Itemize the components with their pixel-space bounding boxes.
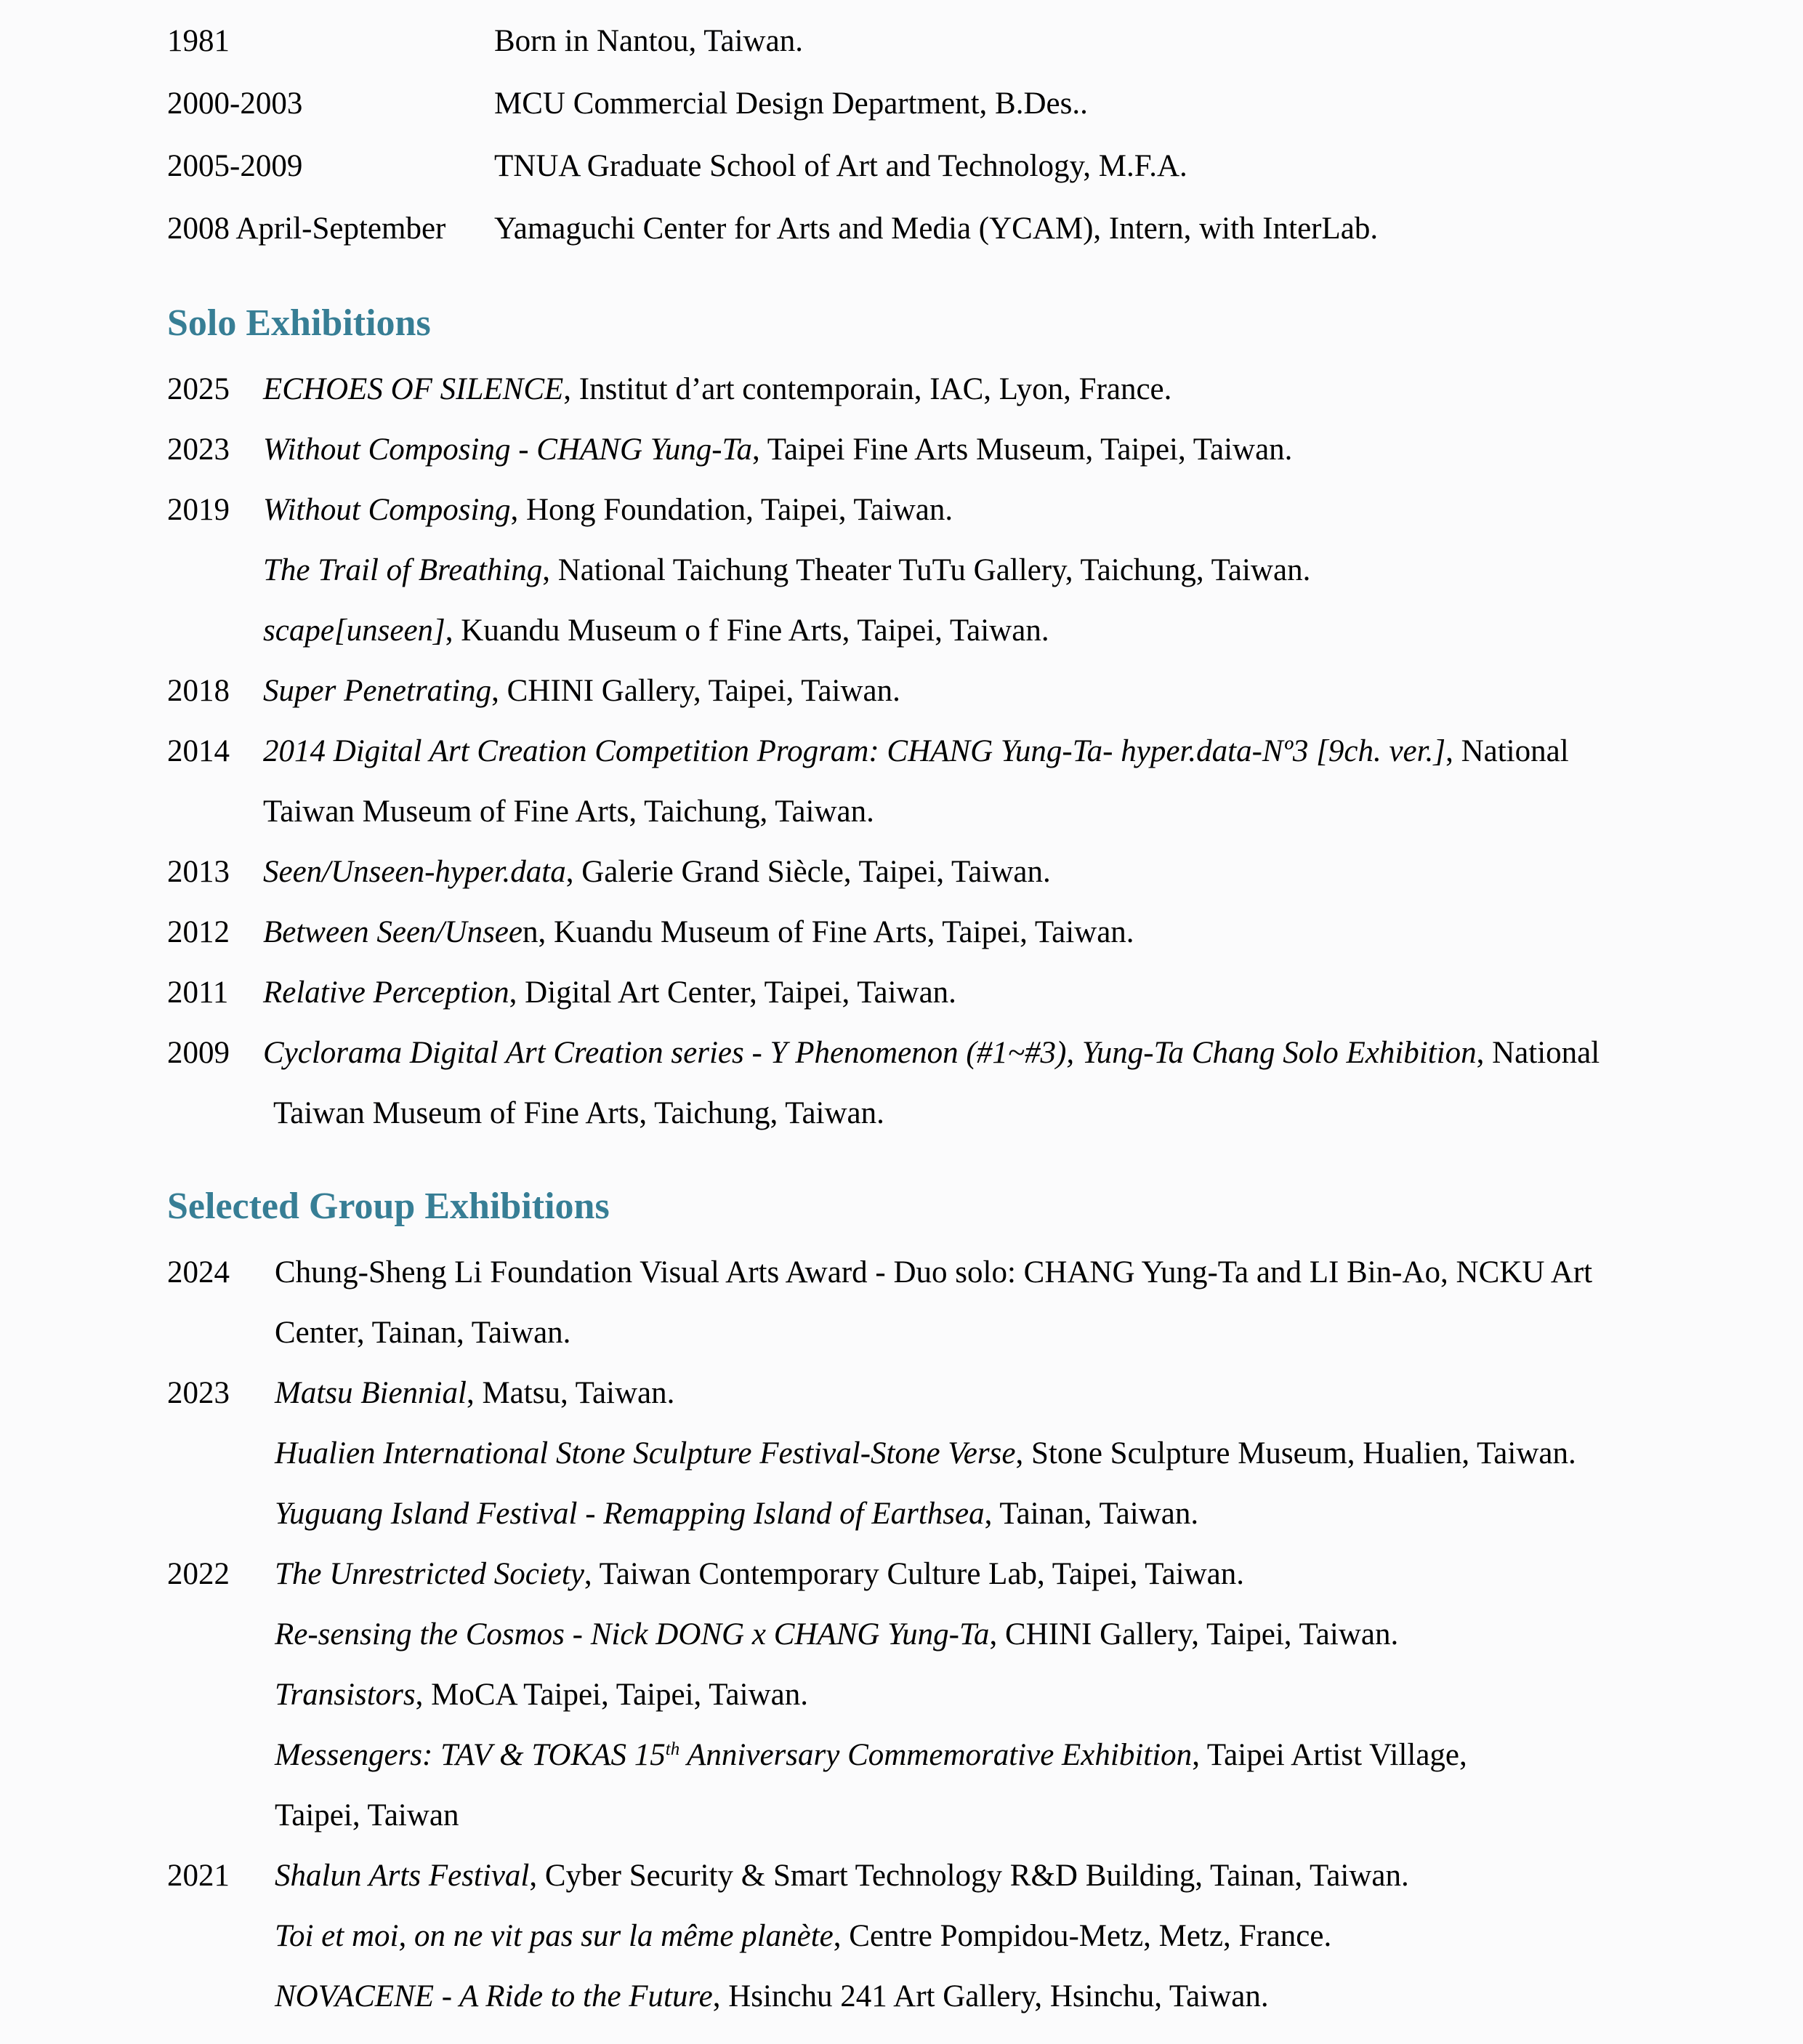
entry-segment: , Cyber Security & Smart Technology R&D Building, Tainan, Taiwan. xyxy=(529,1859,1409,1893)
exhibition-row xyxy=(167,721,1658,781)
exhibition-row xyxy=(167,1363,1658,1423)
exhibition-row xyxy=(167,1423,1658,1484)
entry-segment: Messengers: TAV & TOKAS 15 xyxy=(275,1738,666,1772)
entry-segment: , Hsinchu 241 Art Gallery, Hsinchu, Taiwan. xyxy=(712,1979,1269,2013)
year-label xyxy=(167,1083,263,1143)
entry-text xyxy=(263,781,1658,842)
year-label: 2013 xyxy=(167,855,230,889)
exhibition-row xyxy=(167,781,1658,842)
entry-segment: , Hong Foundation, Taipei, Taiwan. xyxy=(510,493,953,527)
entry-segment: , Taipei Fine Arts Museum, Taipei, Taiwan. xyxy=(752,432,1293,467)
entry-text xyxy=(275,1725,1658,1785)
bio-detail: Born in Nantou, Taiwan. xyxy=(494,24,803,58)
exhibition-row xyxy=(167,1604,1658,1665)
year-label: 2012 xyxy=(167,915,230,949)
exhibition-row xyxy=(167,1083,1658,1143)
exhibition-row xyxy=(167,540,1658,600)
entry-segment: Yuguang Island Festival - Remapping Island of Earthsea xyxy=(275,1497,985,1531)
entry-text xyxy=(275,1242,1658,1303)
entry-text xyxy=(263,1023,1658,1083)
entry-segment: Taipei, Taiwan xyxy=(275,1798,459,1832)
entry-text xyxy=(275,1846,1658,1906)
exhibition-row xyxy=(167,1785,1658,1846)
exhibition-row xyxy=(167,1544,1658,1604)
bio-period: 1981 xyxy=(167,24,230,58)
entry-segment: , National xyxy=(1476,1036,1600,1070)
exhibition-row xyxy=(167,1303,1658,1363)
entry-segment: Seen/Unseen-hyper.data xyxy=(263,855,566,889)
entry-segment: Anniversary Commemorative Exhibition xyxy=(679,1738,1193,1772)
entry-segment: , CHINI Gallery, Taipei, Taiwan. xyxy=(491,674,900,708)
exhibition-row xyxy=(167,480,1658,540)
exhibition-row xyxy=(167,661,1658,721)
entry-segment: Without Composing xyxy=(263,493,511,527)
entry-segment: , Taiwan Contemporary Culture Lab, Taipei, Taiwan. xyxy=(584,1557,1244,1591)
entry-text xyxy=(263,540,1658,600)
entry-segment: , Kuandu Museum o f Fine Arts, Taipei, Taiwan. xyxy=(445,613,1049,648)
entry-segment: Transistors xyxy=(275,1678,416,1712)
entry-text xyxy=(275,1423,1658,1484)
exhibition-row xyxy=(167,1906,1658,1966)
entry-text xyxy=(275,1544,1658,1604)
entry-segment: , Stone Sculpture Museum, Hualien, Taiwan. xyxy=(1015,1436,1576,1470)
section-heading: Solo Exhibitions xyxy=(167,302,431,344)
entry-segment: Taiwan Museum of Fine Arts, Taichung, Taiwan. xyxy=(263,794,874,829)
entry-segment: , National Taichung Theater TuTu Gallery, Taichung, Taiwan. xyxy=(542,553,1311,587)
bio-row xyxy=(167,198,1658,260)
exhibition-sections xyxy=(167,292,1658,2027)
entry-segment: scape[unseen] xyxy=(263,613,445,648)
entry-segment: , National xyxy=(1445,734,1569,768)
exhibition-section xyxy=(167,292,1658,1143)
entry-text xyxy=(263,600,1658,661)
entry-segment: Center, Tainan, Taiwan. xyxy=(275,1316,571,1350)
entry-text xyxy=(263,480,1658,540)
bio-detail: TNUA Graduate School of Art and Technology, M.F.A. xyxy=(494,149,1187,183)
exhibition-section xyxy=(167,1175,1658,2027)
entry-segment: , CHINI Gallery, Taipei, Taiwan. xyxy=(989,1617,1399,1651)
year-label xyxy=(167,540,263,600)
entry-segment: , Centre Pompidou-Metz, Metz, France. xyxy=(833,1919,1332,1953)
entry-segment: Between Seen/Unsee xyxy=(263,915,523,949)
year-label: 2025 xyxy=(167,372,230,406)
bio-period: 2000-2003 xyxy=(167,86,303,121)
exhibition-row xyxy=(167,1846,1658,1906)
entry-segment: Hualien International Stone Sculpture Festival-Stone Verse xyxy=(275,1436,1016,1470)
entry-segment: The Trail of Breathing xyxy=(263,553,543,587)
entry-segment: , Matsu, Taiwan. xyxy=(466,1376,675,1410)
entry-segment: Matsu Biennial xyxy=(275,1376,467,1410)
entry-segment: Without Composing - CHANG Yung-Ta xyxy=(263,432,753,467)
entry-segment: Re-sensing the Cosmos - Nick DONG x CHANG Yung-Ta xyxy=(275,1617,990,1651)
year-label xyxy=(167,1484,275,1544)
entry-segment: , Institut d’art contemporain, IAC, Lyon, France. xyxy=(563,372,1172,406)
exhibition-row xyxy=(167,1725,1658,1785)
entry-segment: th xyxy=(665,1739,680,1760)
biography-list xyxy=(167,10,1658,260)
entry-segment: Chung-Sheng Li Foundation Visual Arts Award - Duo solo: CHANG Yung-Ta and LI Bin-Ao, NCKU Art xyxy=(275,1255,1593,1289)
entry-text xyxy=(263,842,1658,902)
exhibition-row xyxy=(167,902,1658,962)
entry-segment: Relative Perception xyxy=(263,975,509,1010)
section-heading: Selected Group Exhibitions xyxy=(167,1186,610,1227)
year-label: 2021 xyxy=(167,1859,230,1893)
year-label: 2023 xyxy=(167,1376,230,1410)
entry-segment: Taiwan Museum of Fine Arts, Taichung, Taiwan. xyxy=(273,1096,884,1130)
entry-segment: n, Kuandu Museum of Fine Arts, Taipei, Taiwan. xyxy=(522,915,1134,949)
entry-segment: 2014 Digital Art Creation Competition Program: CHANG Yung-Ta- hyper.data-Nº3 [9ch. ver.] xyxy=(263,734,1446,768)
year-label xyxy=(167,781,263,842)
exhibition-row xyxy=(167,1484,1658,1544)
bio-period: 2005-2009 xyxy=(167,149,303,183)
exhibition-row xyxy=(167,962,1658,1023)
entry-text xyxy=(275,1604,1658,1665)
bio-period: 2008 April-September xyxy=(167,212,446,246)
entry-text xyxy=(263,359,1658,419)
year-label: 2018 xyxy=(167,674,230,708)
entry-segment: , Galerie Grand Siècle, Taipei, Taiwan. xyxy=(565,855,1051,889)
year-label: 2022 xyxy=(167,1557,230,1591)
entry-segment: The Unrestricted Society xyxy=(275,1557,584,1591)
entry-segment: , Digital Art Center, Taipei, Taiwan. xyxy=(509,975,956,1010)
entry-text xyxy=(275,1303,1658,1363)
bio-row xyxy=(167,135,1658,198)
entry-segment: Cyclorama Digital Art Creation series - Y Phenomenon (#1~#3), Yung-Ta Chang Solo Exhibition xyxy=(263,1036,1477,1070)
entry-text xyxy=(263,1083,1658,1143)
year-label xyxy=(167,1785,275,1846)
year-label: 2011 xyxy=(167,975,229,1010)
entry-segment: , MoCA Taipei, Taipei, Taiwan. xyxy=(415,1678,808,1712)
entry-text xyxy=(275,1484,1658,1544)
exhibition-row xyxy=(167,419,1658,480)
entry-segment: NOVACENE - A Ride to the Future xyxy=(275,1979,713,2013)
entry-text xyxy=(275,1665,1658,1725)
year-label: 2014 xyxy=(167,734,230,768)
year-label xyxy=(167,1665,275,1725)
exhibition-row xyxy=(167,1023,1658,1083)
year-label xyxy=(167,1604,275,1665)
entry-text xyxy=(275,1363,1658,1423)
year-label xyxy=(167,1906,275,1966)
entry-segment: Toi et moi, on ne vit pas sur la même planète xyxy=(275,1919,834,1953)
bio-row xyxy=(167,73,1658,135)
entry-segment: Shalun Arts Festival xyxy=(275,1859,530,1893)
bio-row xyxy=(167,10,1658,73)
entry-text xyxy=(263,721,1658,781)
entry-text xyxy=(263,962,1658,1023)
year-label: 2019 xyxy=(167,493,230,527)
entry-text xyxy=(263,419,1658,480)
year-label xyxy=(167,1725,275,1785)
entry-text xyxy=(263,902,1658,962)
exhibition-row xyxy=(167,1966,1658,2027)
year-label xyxy=(167,1423,275,1484)
bio-detail: MCU Commercial Design Department, B.Des.. xyxy=(494,86,1088,121)
bio-detail: Yamaguchi Center for Arts and Media (YCAM), Intern, with InterLab. xyxy=(494,212,1379,246)
entry-text xyxy=(275,1785,1658,1846)
exhibition-row xyxy=(167,1665,1658,1725)
exhibition-row xyxy=(167,600,1658,661)
entry-segment: , Tainan, Taiwan. xyxy=(984,1497,1199,1531)
exhibition-row xyxy=(167,359,1658,419)
entry-text xyxy=(275,1966,1658,2027)
year-label: 2023 xyxy=(167,432,230,467)
entry-segment: , Taipei Artist Village, xyxy=(1192,1738,1467,1772)
entry-segment: ECHOES OF SILENCE xyxy=(263,372,564,406)
year-label xyxy=(167,1966,275,2027)
year-label: 2024 xyxy=(167,1255,230,1289)
entry-segment: Super Penetrating xyxy=(263,674,492,708)
entry-text xyxy=(263,661,1658,721)
year-label xyxy=(167,600,263,661)
exhibition-row xyxy=(167,842,1658,902)
year-label: 2009 xyxy=(167,1036,230,1070)
year-label xyxy=(167,1303,275,1363)
exhibition-row xyxy=(167,1242,1658,1303)
entry-text xyxy=(275,1906,1658,1966)
